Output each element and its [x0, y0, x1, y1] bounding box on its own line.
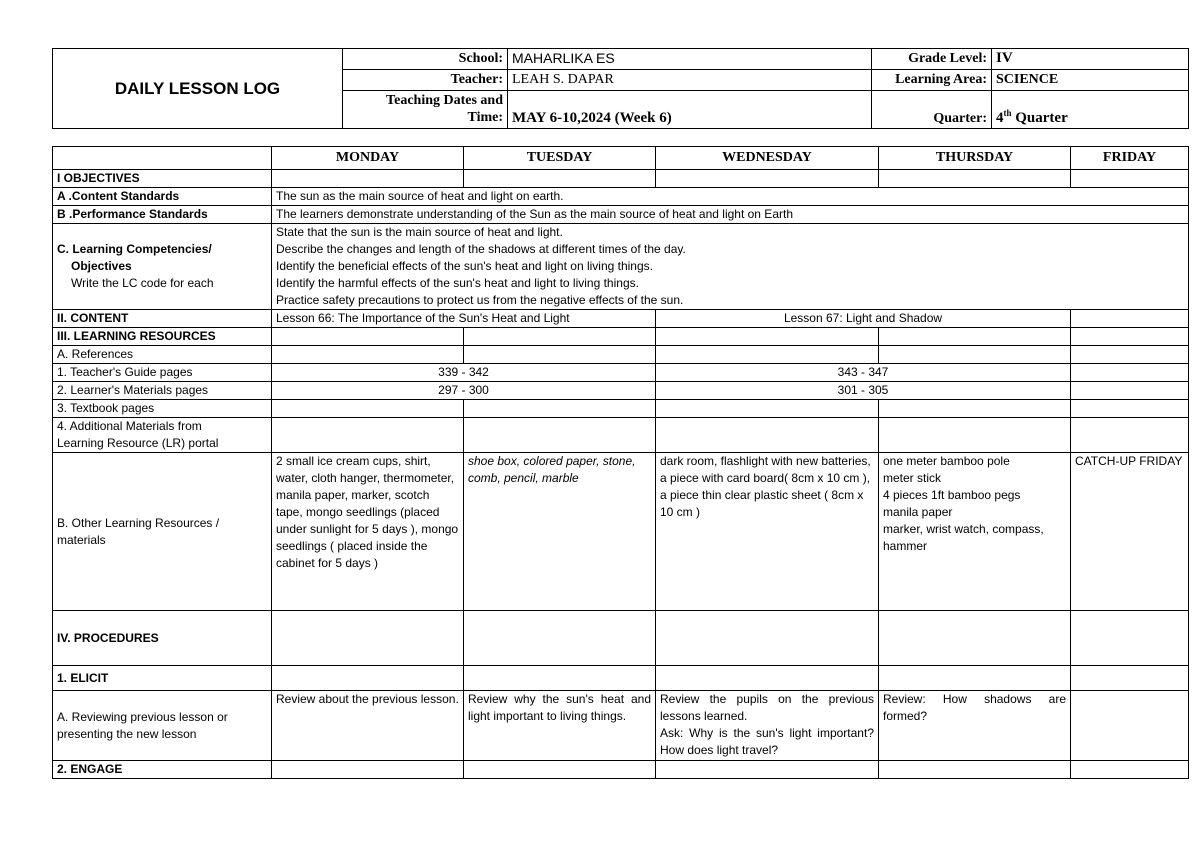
competency-item: Identify the beneficial effects of the sun's heat and light on living things.: [276, 259, 653, 273]
other-resources-wednesday: dark room, flashlight with new batteries, a piece with card board( 8cm x 10 cm ), a piece thin clear plastic sheet ( 8cm x 10 cm ): [656, 453, 879, 611]
empty-cell: [1071, 418, 1189, 453]
content-label: II. CONTENT: [53, 310, 272, 328]
performance-standards-text: The learners demonstrate understanding of the Sun as the main source of heat and light on Earth: [272, 206, 1189, 224]
empty-cell: [1071, 346, 1189, 364]
school-label: School:: [343, 49, 508, 70]
dates-label-line1: Teaching Dates and: [386, 93, 503, 108]
resources-heading: III. LEARNING RESOURCES: [53, 328, 272, 346]
thursday-material: one meter bamboo pole: [883, 454, 1010, 468]
empty-cell: [656, 400, 879, 418]
empty-cell: [879, 611, 1071, 666]
empty-cell: [656, 761, 879, 779]
reviewing-label: A. Reviewing previous lesson or presenting the new lesson: [53, 691, 272, 761]
competency-item: Describe the changes and length of the shadows at different times of the day.: [276, 242, 686, 256]
empty-cell: [879, 761, 1071, 779]
empty-cell: [272, 346, 464, 364]
other-resources-monday: 2 small ice cream cups, shirt, water, cloth hanger, thermometer, manila paper, marker, scotch tape, mongo seedlings (placed under sunlight for 5 days ), mongo seedlings ( placed inside the cabinet for 5 days ): [272, 453, 464, 611]
references-label: A. References: [53, 346, 272, 364]
lesson-67-title: Lesson 67: Light and Shadow: [656, 310, 1071, 328]
competency-item: State that the sun is the main source of heat and light.: [276, 225, 563, 239]
other-resources-friday: CATCH-UP FRIDAY: [1071, 453, 1189, 611]
empty-cell: [272, 761, 464, 779]
day-header-thursday: THURSDAY: [879, 147, 1071, 170]
area-label: Learning Area:: [872, 70, 992, 91]
dates-label: [343, 91, 508, 129]
empty-cell: [879, 400, 1071, 418]
engage-heading: 2. ENGAGE: [53, 761, 272, 779]
corner-cell: [53, 147, 272, 170]
competencies-label-line3: Write the LC code for each: [71, 276, 214, 290]
day-header-tuesday: TUESDAY: [464, 147, 656, 170]
learners-materials-67: 301 - 305: [656, 382, 1071, 400]
empty-cell: [879, 170, 1071, 188]
empty-cell: [272, 611, 464, 666]
additional-materials-line1: 4. Additional Materials from: [57, 419, 202, 433]
log-title: DAILY LESSON LOG: [53, 49, 343, 129]
performance-standards-label: B .Performance Standards: [53, 206, 272, 224]
competencies-label-line1: C. Learning Competencies/: [57, 242, 212, 256]
review-wednesday: [656, 691, 879, 761]
thursday-material: 4 pieces 1ft bamboo pegs: [883, 488, 1021, 502]
empty-cell: [464, 170, 656, 188]
empty-cell: [1071, 666, 1189, 691]
additional-materials-label: [53, 418, 272, 453]
empty-cell: [1071, 310, 1189, 328]
other-resources-thursday: [879, 453, 1071, 611]
empty-cell: [1071, 364, 1189, 382]
empty-cell: [656, 611, 879, 666]
empty-cell: [879, 418, 1071, 453]
empty-cell: [1071, 328, 1189, 346]
day-header-wednesday: WEDNESDAY: [656, 147, 879, 170]
quarter-word: Quarter: [1011, 110, 1068, 126]
review-tuesday: Review why the sun's heat and light important to living things.: [464, 691, 656, 761]
empty-cell: [464, 346, 656, 364]
empty-cell: [464, 400, 656, 418]
additional-materials-line2: Learning Resource (LR) portal: [57, 436, 219, 450]
review-wednesday-line1: Review the pupils on the previous lessons learned.: [660, 692, 874, 723]
learners-materials-66: 297 - 300: [272, 382, 656, 400]
competencies-label-line2: Objectives: [71, 259, 132, 273]
teacher-label: Teacher:: [343, 70, 508, 91]
empty-cell: [656, 666, 879, 691]
empty-cell: [464, 328, 656, 346]
empty-cell: [464, 761, 656, 779]
teachers-guide-label: 1. Teacher's Guide pages: [53, 364, 272, 382]
empty-cell: [1071, 611, 1189, 666]
content-standards-text: The sun as the main source of heat and light on earth.: [272, 188, 1189, 206]
elicit-heading: 1. ELICIT: [53, 666, 272, 691]
lesson-66-title: Lesson 66: The Importance of the Sun's Heat and Light: [272, 310, 656, 328]
school-value: MAHARLIKA ES: [508, 49, 872, 70]
empty-cell: [879, 328, 1071, 346]
teachers-guide-67: 343 - 347: [656, 364, 1071, 382]
empty-cell: [656, 346, 879, 364]
header-table: [52, 48, 1189, 129]
teachers-guide-66: 339 - 342: [272, 364, 656, 382]
empty-cell: [272, 418, 464, 453]
competency-item: Practice safety precautions to protect us from the negative effects of the sun.: [276, 293, 684, 307]
quarter-value: [992, 91, 1189, 129]
competency-item: Identify the harmful effects of the sun's heat and light to living things.: [276, 276, 639, 290]
day-header-monday: MONDAY: [272, 147, 464, 170]
empty-cell: [1071, 170, 1189, 188]
empty-cell: [464, 666, 656, 691]
empty-cell: [1071, 400, 1189, 418]
area-value: SCIENCE: [992, 70, 1189, 91]
empty-cell: [656, 170, 879, 188]
objectives-heading: I OBJECTIVES: [53, 170, 272, 188]
empty-cell: [464, 611, 656, 666]
procedures-heading: IV. PROCEDURES: [53, 611, 272, 666]
empty-cell: [879, 346, 1071, 364]
review-wednesday-line2: Ask: Why is the sun's light important? How does light travel?: [660, 726, 874, 757]
dates-value: MAY 6-10,2024 (Week 6): [508, 91, 872, 129]
content-standards-label: A .Content Standards: [53, 188, 272, 206]
thursday-material: manila paper: [883, 505, 953, 519]
quarter-label: Quarter:: [872, 91, 992, 129]
teacher-value: LEAH S. DAPAR: [508, 70, 872, 91]
quarter-number: 4: [996, 110, 1004, 126]
review-thursday: Review: How shadows are formed?: [879, 691, 1071, 761]
competencies-list: [272, 224, 1189, 310]
dates-label-line2: Time:: [467, 110, 503, 125]
empty-cell: [1071, 382, 1189, 400]
empty-cell: [272, 666, 464, 691]
empty-cell: [1071, 691, 1189, 761]
empty-cell: [272, 170, 464, 188]
day-header-friday: FRIDAY: [1071, 147, 1189, 170]
review-monday: Review about the previous lesson.: [272, 691, 464, 761]
thursday-material: meter stick: [883, 471, 942, 485]
empty-cell: [879, 666, 1071, 691]
empty-cell: [464, 418, 656, 453]
learners-materials-label: 2. Learner's Materials pages: [53, 382, 272, 400]
other-resources-label: B. Other Learning Resources / materials: [53, 453, 272, 611]
empty-cell: [272, 400, 464, 418]
empty-cell: [272, 328, 464, 346]
textbook-label: 3. Textbook pages: [53, 400, 272, 418]
quarter-suffix: th: [1003, 108, 1012, 118]
grade-label: Grade Level:: [872, 49, 992, 70]
thursday-material: marker, wrist watch, compass, hammer: [883, 522, 1044, 553]
grade-value: IV: [992, 49, 1189, 70]
lesson-table: [52, 146, 1189, 779]
competencies-label: [53, 224, 272, 310]
empty-cell: [656, 328, 879, 346]
empty-cell: [656, 418, 879, 453]
other-resources-tuesday: shoe box, colored paper, stone, comb, pencil, marble: [464, 453, 656, 611]
empty-cell: [1071, 761, 1189, 779]
